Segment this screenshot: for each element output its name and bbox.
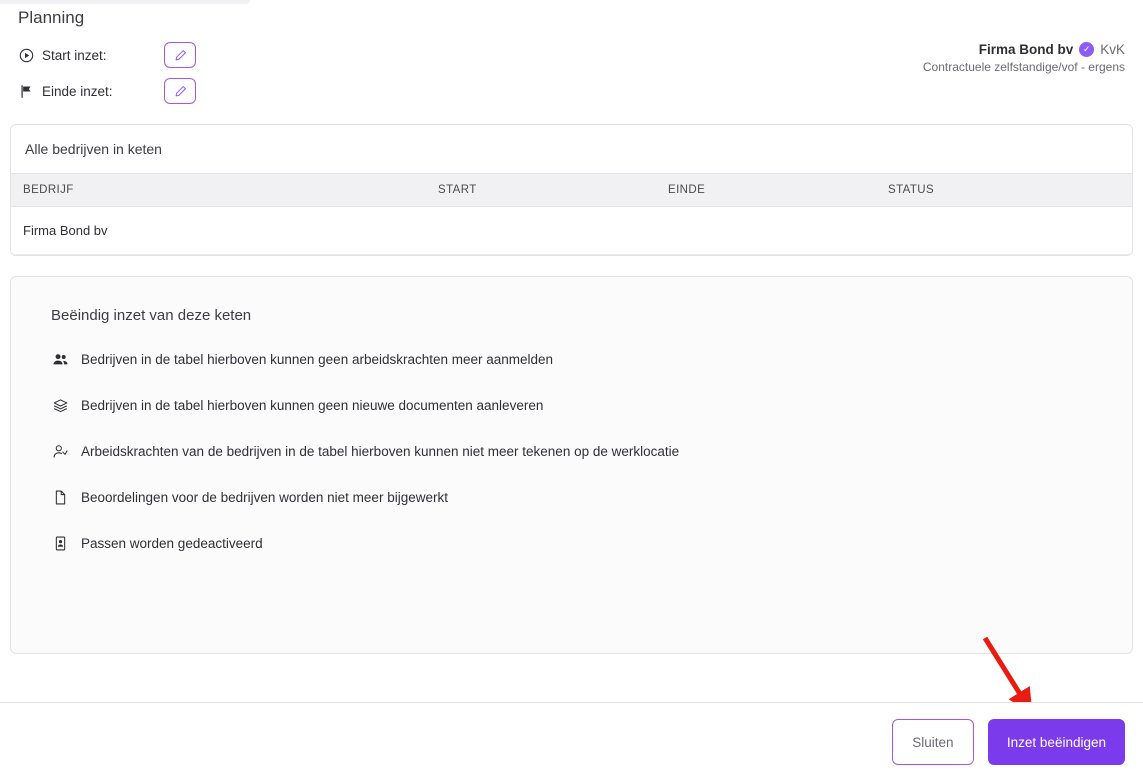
table-row[interactable] (11, 207, 1132, 255)
edit-start-inzet-button[interactable] (164, 42, 196, 68)
end-deployment-item (51, 396, 1092, 414)
start-inzet-label: Start inzet: (42, 47, 107, 63)
cell-start (438, 207, 668, 255)
user-check-icon (51, 442, 69, 460)
id-card-icon (51, 534, 69, 552)
einde-inzet-label: Einde inzet: (42, 83, 113, 99)
pencil-icon (174, 49, 187, 62)
company-name: Firma Bond bv (978, 42, 1074, 57)
end-deployment-title: Beëindig inzet van deze keten (51, 307, 252, 324)
cell-status (888, 207, 1132, 255)
kvk-label: KvK (1100, 42, 1125, 57)
documents-stack-icon (51, 396, 69, 414)
einde-inzet-row (18, 76, 196, 106)
end-deployment-item-text: Beoordelingen voor de bedrijven worden niet meer bijgewerkt (81, 489, 448, 505)
cell-bedrijf: Firma Bond bv (11, 207, 438, 255)
dialog-footer (0, 702, 1143, 781)
users-icon (51, 350, 69, 368)
top-left-notch (0, 0, 250, 4)
start-inzet-row (18, 40, 196, 70)
cell-einde (668, 207, 888, 255)
end-deployment-item (51, 534, 1092, 552)
end-deployment-item-text: Passen worden gedeactiveerd (81, 535, 263, 551)
planning-fields (18, 40, 196, 106)
dialog-header (0, 0, 1143, 106)
column-header-bedrijf: BEDRIJF (11, 174, 438, 207)
chain-card-title: Alle bedrijven in keten (25, 141, 162, 157)
chain-companies-card (10, 124, 1133, 256)
edit-einde-inzet-button[interactable] (164, 78, 196, 104)
end-deployment-item-text: Bedrijven in de tabel hierboven kunnen geen arbeidskrachten meer aanmelden (81, 351, 554, 367)
company-subtitle: Contractuele zelfstandige/vof - ergens (922, 60, 1125, 74)
end-deployment-item (51, 488, 1092, 506)
end-deployment-item (51, 442, 1092, 460)
play-circle-icon (18, 47, 34, 63)
pencil-icon (174, 85, 187, 98)
company-name-line (923, 42, 1125, 57)
end-deployment-panel (10, 276, 1133, 654)
end-deployment-item-text: Arbeidskrachten van de bedrijven in de tabel hierboven kunnen niet meer tekenen op de werklocatie (81, 443, 680, 459)
column-header-status: STATUS (888, 174, 1132, 207)
table-header-row (11, 174, 1132, 207)
column-header-einde: EINDE (668, 174, 888, 207)
header-row (10, 28, 1133, 106)
file-document-icon (51, 488, 69, 506)
company-info (923, 40, 1125, 74)
end-deployment-item-text: Bedrijven in de tabel hierboven kunnen geen nieuwe documenten aanleveren (81, 397, 544, 413)
flag-icon (18, 83, 34, 99)
end-deployment-item (51, 350, 1092, 368)
kvk-verified-icon: ✓ (1079, 42, 1094, 57)
close-button[interactable]: Sluiten (892, 719, 974, 765)
page-title: Planning (18, 8, 85, 27)
chain-companies-table (11, 173, 1132, 255)
column-header-start: START (438, 174, 668, 207)
end-deployment-button[interactable]: Inzet beëindigen (988, 719, 1125, 765)
